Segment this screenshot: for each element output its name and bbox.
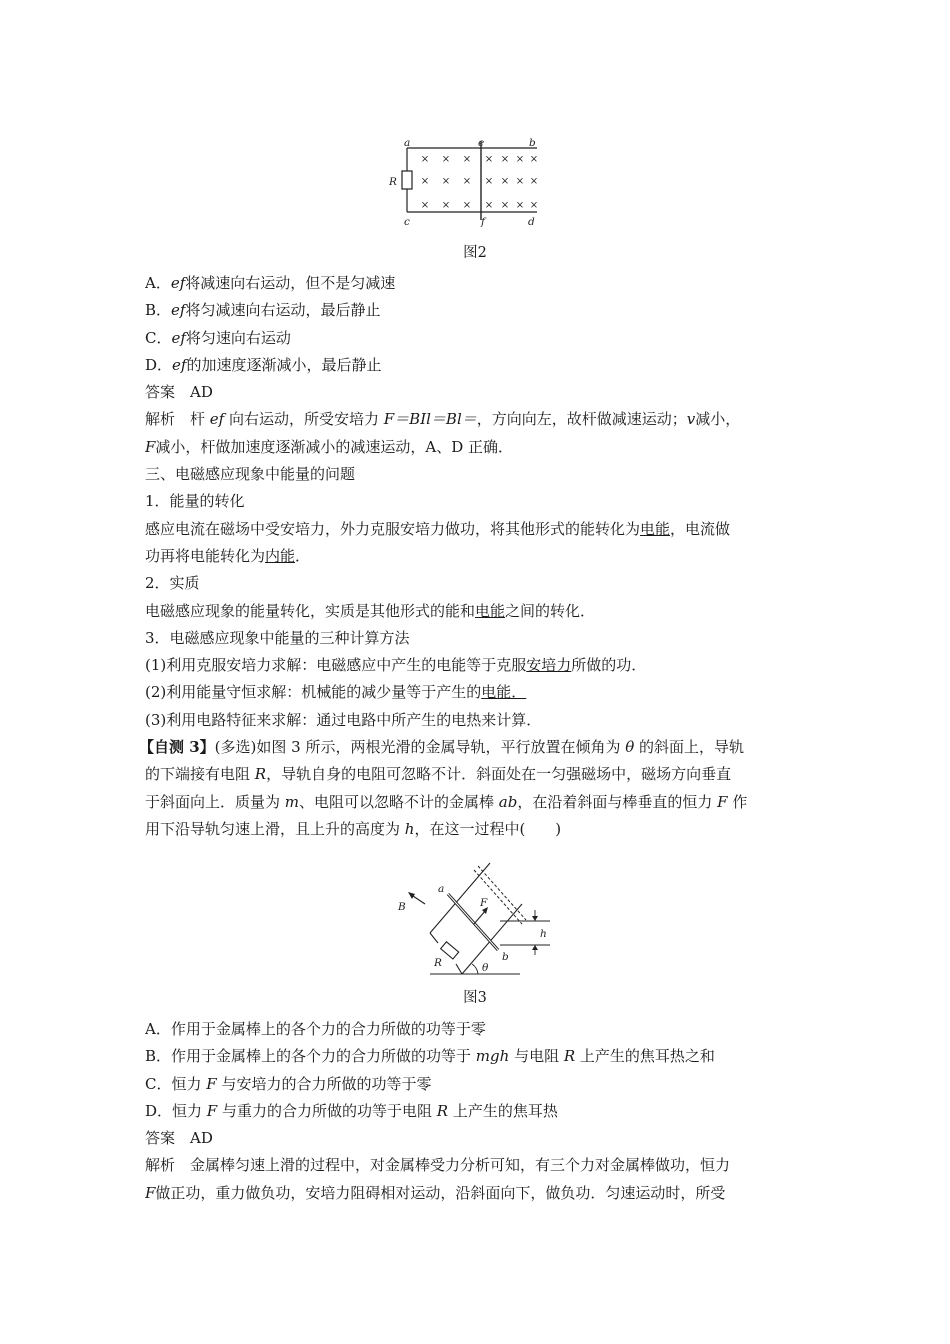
svg-text:×: × — [441, 176, 451, 187]
fig3-label-f: F — [480, 897, 488, 909]
label-d: d — [528, 216, 535, 228]
svg-text:×: × — [484, 154, 494, 165]
selftest-3-line3: 于斜面向上．质量为 m、电阻可以忽略不计的金属棒 ab，在沿着斜面与棒垂直的恒力 F 作 — [145, 792, 748, 811]
analysis-2-line2: F做正功，重力做负功，安培力阻碍相对运动，沿斜面向下，做负功．匀速运动时，所受 — [145, 1183, 726, 1202]
svg-text:×: × — [462, 154, 472, 165]
svg-text:×: × — [500, 154, 510, 165]
svg-text:×: × — [420, 200, 430, 211]
subheading-methods: 3．电磁感应现象中能量的三种计算方法 — [145, 628, 410, 647]
svg-text:×: × — [484, 176, 494, 187]
option-2-a: A．作用于金属棒上的各个力的合力所做的功等于零 — [145, 1020, 486, 1038]
svg-text:×: × — [462, 200, 472, 211]
answer-2: 答案 AD — [145, 1129, 213, 1148]
svg-text:×: × — [515, 176, 525, 187]
paragraph-1-line1: 感应电流在磁场中受安培力，外力克服安培力做功，将其他形式的能转化为电能，电流做 — [145, 519, 731, 538]
svg-text:×: × — [441, 154, 451, 165]
selftest-3-line1: 【自测 3】(多选)如图 3 所示，两根光滑的金属导轨，平行放置在倾角为 θ 的斜面上，导轨 — [139, 738, 745, 757]
selftest-3-line2: 的下端接有电阻 R，导轨自身的电阻可忽略不计．斜面处在一匀强磁场中，磁场方向垂直 — [145, 765, 732, 784]
method-1: (1)利用克服安培力求解：电磁感应中产生的电能等于克服安培力所做的功． — [145, 656, 647, 675]
svg-text:×: × — [484, 200, 494, 211]
answer-1: 答案 AD — [145, 383, 213, 402]
method-3: (3)利用电路特征来求解：通过电路中所产生的电热来计算． — [145, 710, 542, 729]
figure-3-caption: 图3 — [463, 990, 487, 1006]
label-f: f — [481, 216, 485, 228]
resistor-r — [402, 171, 412, 189]
figure-3-resistor — [441, 942, 459, 959]
subheading-energy-conversion: 1．能量的转化 — [145, 492, 245, 511]
figure-2-diagram — [380, 135, 550, 235]
figure-3-diagram — [390, 858, 560, 983]
label-r: R — [389, 176, 397, 188]
svg-text:×: × — [529, 200, 539, 211]
label-b: b — [529, 137, 536, 149]
svg-text:×: × — [515, 200, 525, 211]
svg-text:×: × — [515, 154, 525, 165]
svg-text:×: × — [441, 200, 451, 211]
fig3-label-b: b — [502, 951, 509, 963]
svg-text:×: × — [420, 176, 430, 187]
paragraph-2: 电磁感应现象的能量转化，实质是其他形式的能和电能之间的转化． — [145, 601, 596, 620]
fig3-label-a: a — [438, 883, 445, 895]
analysis-2-line1: 解析 金属棒匀速上滑的过程中，对金属棒受力分析可知，有三个力对金属棒做功，恒力 — [145, 1156, 731, 1175]
paragraph-1-line2: 功再将电能转化为内能． — [145, 546, 311, 565]
fig3-label-theta: θ — [482, 962, 489, 974]
svg-text:×: × — [500, 176, 510, 187]
option-b: B．ef将匀减速向右运动，最后静止 — [145, 301, 381, 320]
method-2: (2)利用能量守恒求解：机械能的减少量等于产生的电能． — [145, 683, 527, 702]
section-3-heading: 三、电磁感应现象中能量的问题 — [145, 465, 356, 484]
label-c: c — [404, 216, 410, 228]
option-2-c: C．恒力 F 与安培力的合力所做的功等于零 — [145, 1074, 432, 1093]
option-2-b: B．作用于金属棒上的各个力的合力所做的功等于 mgh 与电阻 R 上产生的焦耳热之和 — [145, 1047, 715, 1066]
label-e: e — [478, 137, 485, 149]
analysis-1-line2: F减小，杆做加速度逐渐减小的减速运动，A、D 正确． — [145, 437, 514, 456]
figure-3 — [390, 858, 560, 983]
figure-2 — [380, 135, 550, 235]
svg-text:×: × — [529, 154, 539, 165]
figure-2-caption: 图2 — [463, 245, 487, 261]
analysis-1-line1: 解析 杆 ef 向右运动，所受安培力 F＝BIl＝Bl＝，方向向左，故杆做减速运动；v减小， — [145, 410, 741, 429]
fig3-label-h: h — [540, 928, 547, 940]
selftest-3-line4: 用下沿导轨匀速上滑，且上升的高度为 h，在这一过程中( ) — [145, 819, 562, 838]
svg-text:×: × — [529, 176, 539, 187]
svg-text:×: × — [420, 154, 430, 165]
label-a: a — [404, 137, 411, 149]
option-a: A．ef将减速向右运动，但不是匀减速 — [145, 274, 396, 292]
fig3-label-r: R — [434, 957, 442, 969]
option-d: D．ef的加速度逐渐减小，最后静止 — [145, 355, 382, 374]
subheading-essence: 2．实质 — [145, 574, 200, 593]
option-2-d: D．恒力 F 与重力的合力所做的功等于电阻 R 上产生的焦耳热 — [145, 1101, 558, 1120]
svg-text:×: × — [462, 176, 472, 187]
fig3-label-b-field: B — [398, 901, 406, 913]
svg-text:×: × — [500, 200, 510, 211]
option-c: C．ef将匀速向右运动 — [145, 328, 291, 347]
